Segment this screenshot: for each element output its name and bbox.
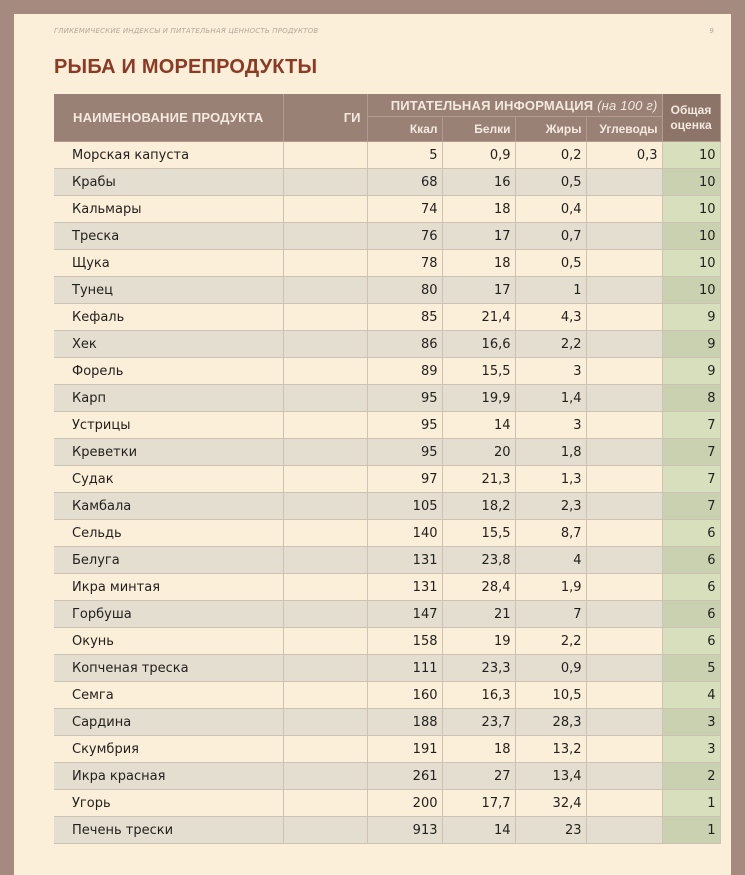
cell-protein: 23,8 — [442, 547, 515, 574]
cell-fat: 13,4 — [515, 763, 586, 790]
cell-score: 7 — [662, 412, 720, 439]
cell-score: 5 — [662, 655, 720, 682]
cell-kcal: 147 — [367, 601, 442, 628]
cell-product-name: Кефаль — [54, 304, 283, 331]
table-row — [54, 790, 720, 817]
cell-fat: 1,4 — [515, 385, 586, 412]
cell-carbs — [586, 520, 662, 547]
cell-protein: 0,9 — [442, 142, 515, 169]
cell-gi — [283, 439, 367, 466]
cell-kcal: 74 — [367, 196, 442, 223]
cell-fat: 2,3 — [515, 493, 586, 520]
cell-product-name: Белуга — [54, 547, 283, 574]
cell-kcal: 188 — [367, 709, 442, 736]
cell-gi — [283, 385, 367, 412]
cell-carbs — [586, 655, 662, 682]
cell-gi — [283, 493, 367, 520]
table-row — [54, 709, 720, 736]
cell-fat: 0,7 — [515, 223, 586, 250]
cell-fat: 1,8 — [515, 439, 586, 466]
table-row — [54, 277, 720, 304]
cell-carbs — [586, 223, 662, 250]
cell-protein: 15,5 — [442, 520, 515, 547]
cell-carbs — [586, 763, 662, 790]
cell-score: 3 — [662, 709, 720, 736]
cell-protein: 20 — [442, 439, 515, 466]
cell-kcal: 80 — [367, 277, 442, 304]
cell-fat: 0,2 — [515, 142, 586, 169]
cell-protein: 14 — [442, 817, 515, 844]
cell-product-name: Скумбрия — [54, 736, 283, 763]
table-row — [54, 385, 720, 412]
cell-score: 7 — [662, 439, 720, 466]
table-row — [54, 628, 720, 655]
cell-score: 1 — [662, 817, 720, 844]
cell-kcal: 158 — [367, 628, 442, 655]
cell-score: 7 — [662, 466, 720, 493]
cell-carbs — [586, 736, 662, 763]
table-row — [54, 547, 720, 574]
section-title: РЫБА И МОРЕПРОДУКТЫ — [54, 56, 318, 78]
cell-fat: 4,3 — [515, 304, 586, 331]
cell-protein: 27 — [442, 763, 515, 790]
table-row — [54, 358, 720, 385]
table-row — [54, 493, 720, 520]
cell-kcal: 131 — [367, 574, 442, 601]
cell-protein: 17 — [442, 223, 515, 250]
cell-fat: 0,5 — [515, 250, 586, 277]
cell-gi — [283, 520, 367, 547]
cell-protein: 16 — [442, 169, 515, 196]
cell-product-name: Камбала — [54, 493, 283, 520]
cell-score: 9 — [662, 331, 720, 358]
cell-score: 10 — [662, 250, 720, 277]
cell-fat: 13,2 — [515, 736, 586, 763]
cell-product-name: Сардина — [54, 709, 283, 736]
cell-carbs — [586, 439, 662, 466]
cell-product-name: Треска — [54, 223, 283, 250]
cell-kcal: 5 — [367, 142, 442, 169]
cell-kcal: 140 — [367, 520, 442, 547]
cell-gi — [283, 142, 367, 169]
cell-gi — [283, 655, 367, 682]
cell-score: 10 — [662, 142, 720, 169]
cell-product-name: Крабы — [54, 169, 283, 196]
cell-protein: 19 — [442, 628, 515, 655]
cell-gi — [283, 817, 367, 844]
cell-gi — [283, 412, 367, 439]
header-fat: Жиры — [515, 117, 586, 142]
cell-protein: 23,3 — [442, 655, 515, 682]
cell-gi — [283, 709, 367, 736]
header-nutrition-note: (на 100 г) — [597, 97, 658, 113]
cell-carbs — [586, 331, 662, 358]
cell-product-name: Кальмары — [54, 196, 283, 223]
table-row — [54, 142, 720, 169]
cell-fat: 28,3 — [515, 709, 586, 736]
cell-protein: 17 — [442, 277, 515, 304]
cell-protein: 19,9 — [442, 385, 515, 412]
cell-fat: 1 — [515, 277, 586, 304]
cell-protein: 18 — [442, 196, 515, 223]
cell-gi — [283, 277, 367, 304]
cell-carbs: 0,3 — [586, 142, 662, 169]
cell-carbs — [586, 601, 662, 628]
cell-fat: 4 — [515, 547, 586, 574]
cell-gi — [283, 790, 367, 817]
table-row — [54, 196, 720, 223]
cell-kcal: 76 — [367, 223, 442, 250]
cell-gi — [283, 763, 367, 790]
cell-kcal: 131 — [367, 547, 442, 574]
food-table — [54, 94, 721, 844]
header-protein: Белки — [442, 117, 515, 142]
book-page — [14, 14, 731, 875]
cell-protein: 18 — [442, 250, 515, 277]
cell-kcal: 200 — [367, 790, 442, 817]
cell-gi — [283, 223, 367, 250]
cell-product-name: Карп — [54, 385, 283, 412]
cell-carbs — [586, 277, 662, 304]
header-product-name: НАИМЕНОВАНИЕ ПРОДУКТА — [54, 94, 283, 142]
cell-score: 2 — [662, 763, 720, 790]
cell-fat: 10,5 — [515, 682, 586, 709]
cell-score: 4 — [662, 682, 720, 709]
cell-product-name: Сельдь — [54, 520, 283, 547]
header-carbs: Углеводы — [586, 117, 662, 142]
cell-score: 8 — [662, 385, 720, 412]
cell-score: 9 — [662, 304, 720, 331]
cell-kcal: 89 — [367, 358, 442, 385]
cell-score: 6 — [662, 628, 720, 655]
table-row — [54, 601, 720, 628]
table-row — [54, 763, 720, 790]
cell-protein: 18 — [442, 736, 515, 763]
cell-fat: 8,7 — [515, 520, 586, 547]
table-row — [54, 466, 720, 493]
table-row — [54, 520, 720, 547]
table-body — [54, 142, 720, 844]
cell-gi — [283, 169, 367, 196]
table-row — [54, 439, 720, 466]
cell-product-name: Хек — [54, 331, 283, 358]
table-row — [54, 331, 720, 358]
cell-fat: 3 — [515, 412, 586, 439]
cell-carbs — [586, 682, 662, 709]
cell-fat: 3 — [515, 358, 586, 385]
cell-fat: 0,4 — [515, 196, 586, 223]
cell-product-name: Печень трески — [54, 817, 283, 844]
cell-kcal: 95 — [367, 412, 442, 439]
header-nutrition — [367, 94, 662, 117]
cell-kcal: 261 — [367, 763, 442, 790]
cell-carbs — [586, 574, 662, 601]
cell-kcal: 85 — [367, 304, 442, 331]
cell-product-name: Окунь — [54, 628, 283, 655]
cell-kcal: 78 — [367, 250, 442, 277]
table-row — [54, 736, 720, 763]
cell-kcal: 68 — [367, 169, 442, 196]
cell-gi — [283, 304, 367, 331]
cell-carbs — [586, 385, 662, 412]
cell-protein: 15,5 — [442, 358, 515, 385]
cell-gi — [283, 196, 367, 223]
cell-kcal: 105 — [367, 493, 442, 520]
cell-score: 6 — [662, 574, 720, 601]
cell-fat: 2,2 — [515, 331, 586, 358]
table-row — [54, 250, 720, 277]
cell-score: 7 — [662, 493, 720, 520]
cell-gi — [283, 574, 367, 601]
cell-product-name: Морская капуста — [54, 142, 283, 169]
table-row — [54, 223, 720, 250]
cell-score: 10 — [662, 196, 720, 223]
table-row — [54, 817, 720, 844]
cell-protein: 14 — [442, 412, 515, 439]
cell-product-name: Угорь — [54, 790, 283, 817]
cell-carbs — [586, 169, 662, 196]
cell-score: 9 — [662, 358, 720, 385]
cell-carbs — [586, 466, 662, 493]
cell-score: 3 — [662, 736, 720, 763]
cell-product-name: Семга — [54, 682, 283, 709]
cell-fat: 2,2 — [515, 628, 586, 655]
cell-fat: 0,5 — [515, 169, 586, 196]
cell-gi — [283, 628, 367, 655]
page-number: 9 — [709, 27, 714, 35]
cell-product-name: Креветки — [54, 439, 283, 466]
cell-gi — [283, 547, 367, 574]
running-head-text: ГЛИКЕМИЧЕСКИЕ ИНДЕКСЫ И ПИТАТЕЛЬНАЯ ЦЕННОСТЬ ПРОДУКТОВ — [54, 27, 319, 35]
cell-carbs — [586, 709, 662, 736]
cell-gi — [283, 466, 367, 493]
table-row — [54, 304, 720, 331]
header-gi: ГИ — [283, 94, 367, 142]
cell-protein: 16,6 — [442, 331, 515, 358]
cell-kcal: 86 — [367, 331, 442, 358]
cell-score: 10 — [662, 169, 720, 196]
cell-product-name: Форель — [54, 358, 283, 385]
table-row — [54, 412, 720, 439]
cell-fat: 7 — [515, 601, 586, 628]
cell-protein: 28,4 — [442, 574, 515, 601]
cell-gi — [283, 331, 367, 358]
cell-kcal: 111 — [367, 655, 442, 682]
cell-fat: 23 — [515, 817, 586, 844]
cell-carbs — [586, 493, 662, 520]
cell-product-name: Судак — [54, 466, 283, 493]
table-row — [54, 682, 720, 709]
cell-kcal: 95 — [367, 439, 442, 466]
cell-fat: 0,9 — [515, 655, 586, 682]
table-row — [54, 655, 720, 682]
cell-gi — [283, 682, 367, 709]
running-head — [54, 27, 714, 35]
cell-carbs — [586, 628, 662, 655]
cell-carbs — [586, 790, 662, 817]
cell-product-name: Щука — [54, 250, 283, 277]
cell-protein: 17,7 — [442, 790, 515, 817]
cell-product-name: Икра минтая — [54, 574, 283, 601]
cell-protein: 18,2 — [442, 493, 515, 520]
cell-score: 6 — [662, 547, 720, 574]
cell-carbs — [586, 817, 662, 844]
cell-protein: 21 — [442, 601, 515, 628]
cell-protein: 16,3 — [442, 682, 515, 709]
cell-score: 10 — [662, 223, 720, 250]
cell-gi — [283, 601, 367, 628]
cell-kcal: 97 — [367, 466, 442, 493]
header-nutrition-label: ПИТАТЕЛЬНАЯ ИНФОРМАЦИЯ — [390, 97, 594, 113]
cell-fat: 32,4 — [515, 790, 586, 817]
cell-gi — [283, 736, 367, 763]
cell-carbs — [586, 250, 662, 277]
header-score: Общая оценка — [662, 94, 720, 142]
cell-product-name: Горбуша — [54, 601, 283, 628]
table-row — [54, 169, 720, 196]
cell-carbs — [586, 412, 662, 439]
cell-kcal: 95 — [367, 385, 442, 412]
cell-protein: 21,4 — [442, 304, 515, 331]
cell-product-name: Копченая треска — [54, 655, 283, 682]
table-row — [54, 574, 720, 601]
cell-score: 6 — [662, 601, 720, 628]
cell-gi — [283, 358, 367, 385]
cell-product-name: Тунец — [54, 277, 283, 304]
cell-kcal: 191 — [367, 736, 442, 763]
cell-carbs — [586, 547, 662, 574]
cell-kcal: 160 — [367, 682, 442, 709]
cell-gi — [283, 250, 367, 277]
cell-carbs — [586, 196, 662, 223]
cell-product-name: Икра красная — [54, 763, 283, 790]
cell-fat: 1,3 — [515, 466, 586, 493]
cell-carbs — [586, 304, 662, 331]
header-kcal: Ккал — [367, 117, 442, 142]
cell-fat: 1,9 — [515, 574, 586, 601]
cell-product-name: Устрицы — [54, 412, 283, 439]
cell-score: 6 — [662, 520, 720, 547]
cell-kcal: 913 — [367, 817, 442, 844]
cell-protein: 23,7 — [442, 709, 515, 736]
cell-protein: 21,3 — [442, 466, 515, 493]
cell-carbs — [586, 358, 662, 385]
cell-score: 10 — [662, 277, 720, 304]
cell-score: 1 — [662, 790, 720, 817]
